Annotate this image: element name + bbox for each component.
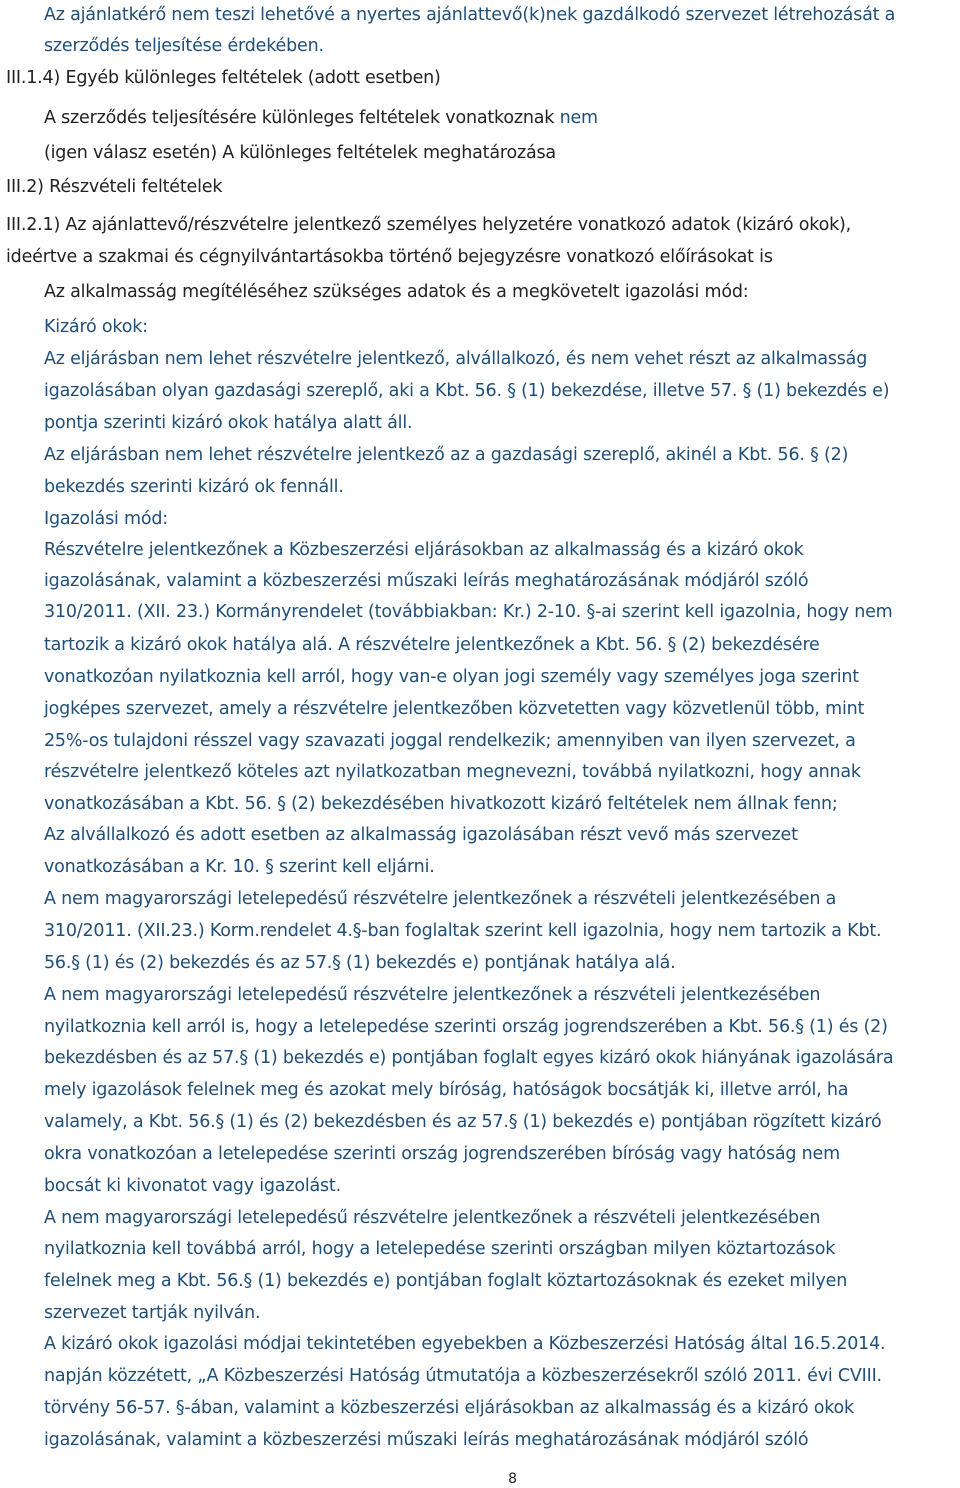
proof-text-line: vonatkozásában a Kbt. 56. § (2) bekezdésében hivatkozott kizáró feltételek nem állnak fenn; xyxy=(44,794,838,814)
proof-text-line: 56.§ (1) és (2) bekezdés és az 57.§ (1) bekezdés e) pontjának hatálya alá. xyxy=(44,953,676,973)
proof-text-line: részvételre jelentkező köteles azt nyilatkozatban megnevezni, továbbá nyilatkozni, hogy annak xyxy=(44,762,861,782)
exclusion-text-line: bekezdés szerinti kizáró ok fennáll. xyxy=(44,477,344,497)
proof-text-line: igazolásának, valamint a közbeszerzési műszaki leírás meghatározásának módjáról szóló xyxy=(44,1430,809,1450)
proof-text-line: napján közzétett, „A Közbeszerzési Hatóság útmutatója a közbeszerzésekről szóló 2011. évi CVIII. xyxy=(44,1366,882,1386)
proof-text-line: Az alvállalkozó és adott esetben az alkalmasság igazolásában részt vevő más szervezet xyxy=(44,825,798,845)
proof-text-line: jogképes szervezet, amely a részvételre jelentkezőben közvetetten vagy közvetlenül több, mint xyxy=(44,699,865,719)
proof-text-line: mely igazolások felelnek meg és azokat mely bíróság, hatóságok bocsátják ki, illetve arról, ha xyxy=(44,1080,849,1100)
special-conditions-definition-label: (igen válasz esetén) A különleges feltételek meghatározása xyxy=(44,143,556,163)
proof-text-line: A kizáró okok igazolási módjai tekintetében egyebekben a Közbeszerzési Hatóság által 16.5.2014. xyxy=(44,1334,886,1354)
proof-text-line: 25%-os tulajdoni résszel vagy szavazati joggal rendelkezik; amennyiben van ilyen szervezet, a xyxy=(44,731,856,751)
proof-text-line: tartozik a kizáró okok hatálya alá. A részvételre jelentkezőnek a Kbt. 56. § (2) bekezdésére xyxy=(44,635,820,655)
proof-text-line: vonatkozásában a Kr. 10. § szerint kell eljárni. xyxy=(44,857,435,877)
proof-text-line: vonatkozóan nyilatkoznia kell arról, hogy van-e olyan jogi személy vagy személyes joga szerint xyxy=(44,667,859,687)
proof-label: Igazolási mód: xyxy=(44,509,168,529)
proof-text-line: A nem magyarországi letelepedésű részvételre jelentkezőnek a részvételi jelentkezésében xyxy=(44,985,821,1005)
proof-text-line: szervezet tartják nyilván. xyxy=(44,1303,261,1323)
section-heading-iii-2: III.2) Részvételi feltételek xyxy=(6,177,223,197)
proof-text-line: felelnek meg a Kbt. 56.§ (1) bekezdés e) pontjában foglalt köztartozásoknak és ezeket milyen xyxy=(44,1271,848,1291)
proof-text-line: A nem magyarországi letelepedésű részvételre jelentkezőnek a részvételi jelentkezésében a xyxy=(44,889,837,909)
proof-text-line: törvény 56-57. §-ában, valamint a közbeszerzési eljárásokban az alkalmasság és a kizáró okok xyxy=(44,1398,854,1418)
section-heading-iii-1-4: III.1.4) Egyéb különleges feltételek (adott esetben) xyxy=(6,68,441,88)
proof-text-line: bocsát ki kivonatot vagy igazolást. xyxy=(44,1176,341,1196)
proof-text-line: Részvételre jelentkezőnek a Közbeszerzési eljárásokban az alkalmasság és a kizáró okok xyxy=(44,540,804,560)
page-number: 8 xyxy=(508,1471,517,1487)
exclusion-text-line: Az eljárásban nem lehet részvételre jelentkező, alvállalkozó, és nem vehet részt az alkalmasság xyxy=(44,349,868,369)
proof-text-line: okra vonatkozóan a letelepedése szerinti ország jogrendszerében bíróság vagy hatóság nem xyxy=(44,1144,840,1164)
proof-text-line: igazolásának, valamint a közbeszerzési műszaki leírás meghatározásának módjáról szóló xyxy=(44,571,809,591)
proof-text-line: nyilatkoznia kell arról is, hogy a letelepedése szerinti ország jogrendszerében a Kbt. 56.§ (1) és (2) xyxy=(44,1017,888,1037)
intro-line-2: szerződés teljesítése érdekében. xyxy=(44,36,324,56)
exclusion-text-line: Az eljárásban nem lehet részvételre jelentkező az a gazdasági szereplő, akinél a Kbt. 56. § (2) xyxy=(44,445,849,465)
special-conditions-line xyxy=(44,107,598,129)
exclusion-text-line: igazolásában olyan gazdasági szereplő, aki a Kbt. 56. § (1) bekezdése, illetve 57. § (1) bekezdés e) xyxy=(44,381,890,401)
proof-text-line: nyilatkoznia kell továbbá arról, hogy a letelepedése szerinti országban milyen köztartozások xyxy=(44,1239,836,1259)
proof-text-line: 310/2011. (XII. 23.) Kormányrendelet (továbbiakban: Kr.) 2-10. §-ai szerint kell igazolnia, hogy nem xyxy=(44,602,893,622)
proof-text-line: bekezdésben és az 57.§ (1) bekezdés e) pontjában foglalt egyes kizáró okok hiányának igazolására xyxy=(44,1048,894,1068)
intro-line-1: Az ajánlatkérő nem teszi lehetővé a nyertes ajánlattevő(k)nek gazdálkodó szervezet létrehozását a xyxy=(44,5,896,25)
proof-text-line: 310/2011. (XII.23.) Korm.rendelet 4.§-ban foglaltak szerint kell igazolnia, hogy nem tartozik a Kbt. xyxy=(44,921,882,941)
proof-text-line: A nem magyarországi letelepedésű részvételre jelentkezőnek a részvételi jelentkezésében xyxy=(44,1208,821,1228)
suitability-label: Az alkalmasság megítéléséhez szükséges adatok és a megkövetelt igazolási mód: xyxy=(44,282,749,302)
exclusion-label: Kizáró okok: xyxy=(44,317,148,337)
special-conditions-value: nem xyxy=(559,108,598,128)
special-conditions-label: A szerződés teljesítésére különleges feltételek vonatkoznak xyxy=(44,108,560,128)
section-heading-iii-2-1-line-1: III.2.1) Az ajánlattevő/részvételre jelentkező személyes helyzetére vonatkozó adatok (kizáró okok), xyxy=(6,215,852,235)
proof-text-line: valamely, a Kbt. 56.§ (1) és (2) bekezdésben és az 57.§ (1) bekezdés e) pontjában rögzített kizáró xyxy=(44,1112,882,1132)
section-heading-iii-2-1-line-2: ideértve a szakmai és cégnyilvántartásokba történő bejegyzésre vonatkozó előírásokat is xyxy=(6,247,773,267)
exclusion-text-line: pontja szerinti kizáró okok hatálya alatt áll. xyxy=(44,413,413,433)
